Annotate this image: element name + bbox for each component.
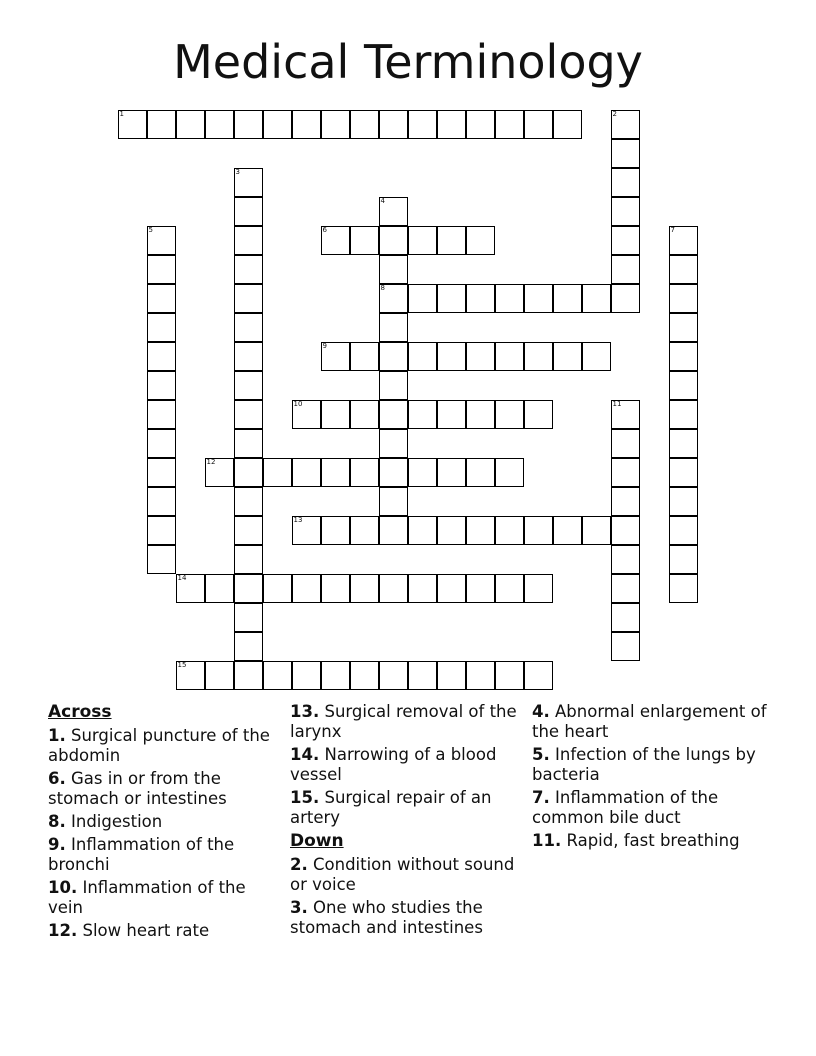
clue-text: Surgical repair of an artery: [290, 788, 492, 827]
grid-cell[interactable]: [234, 661, 263, 690]
clue-text: Inflammation of the vein: [48, 878, 246, 917]
grid-cell[interactable]: [147, 429, 176, 458]
grid-cell[interactable]: [350, 458, 379, 487]
grid-cell[interactable]: [176, 110, 205, 139]
grid-cell[interactable]: [263, 661, 292, 690]
grid-cell[interactable]: [495, 284, 524, 313]
grid-cell[interactable]: [524, 342, 553, 371]
clues-column-3: [532, 702, 772, 854]
grid-cell[interactable]: [147, 516, 176, 545]
grid-cell[interactable]: [234, 226, 263, 255]
down-heading: Down: [290, 831, 344, 851]
grid-cell[interactable]: [524, 400, 553, 429]
clue-across-10: [48, 878, 284, 918]
grid-cell[interactable]: [234, 110, 263, 139]
clue-number: 11.: [532, 831, 562, 850]
grid-cell[interactable]: [611, 429, 640, 458]
grid-cell[interactable]: [553, 342, 582, 371]
clue-text: Surgical removal of the larynx: [290, 702, 517, 741]
cell-number: 7: [670, 226, 675, 234]
clue-across-1: [48, 726, 284, 766]
grid-cell[interactable]: [582, 342, 611, 371]
grid-cell[interactable]: [524, 516, 553, 545]
clues-column-1: [48, 702, 284, 944]
clues-column-2: [290, 702, 526, 941]
grid-cell[interactable]: [234, 632, 263, 661]
cell-number: 9: [322, 342, 327, 350]
clue-text: Narrowing of a blood vessel: [290, 745, 497, 784]
clue-across-6: [48, 769, 284, 809]
grid-cell[interactable]: [408, 400, 437, 429]
clue-text: Condition without sound or voice: [290, 855, 515, 894]
grid-cell[interactable]: [611, 110, 640, 139]
grid-cell[interactable]: [611, 574, 640, 603]
grid-cell[interactable]: [205, 574, 234, 603]
grid-cell[interactable]: [408, 110, 437, 139]
grid-cell[interactable]: [176, 661, 205, 690]
grid-cell[interactable]: [379, 197, 408, 226]
clue-down-5: [532, 745, 772, 785]
grid-cell[interactable]: [379, 342, 408, 371]
grid-cell[interactable]: [321, 110, 350, 139]
grid-cell[interactable]: [147, 400, 176, 429]
grid-cell[interactable]: [234, 516, 263, 545]
grid-cell[interactable]: [611, 458, 640, 487]
grid-cell[interactable]: [350, 342, 379, 371]
grid-cell[interactable]: [553, 110, 582, 139]
grid-cell[interactable]: [147, 371, 176, 400]
grid-cell[interactable]: [350, 574, 379, 603]
clue-text: Abnormal enlargement of the heart: [532, 702, 767, 741]
grid-cell[interactable]: [263, 574, 292, 603]
grid-cell[interactable]: [437, 458, 466, 487]
grid-cell[interactable]: [234, 603, 263, 632]
clue-number: 8.: [48, 812, 66, 831]
grid-cell[interactable]: [379, 516, 408, 545]
grid-cell[interactable]: [321, 574, 350, 603]
grid-cell[interactable]: [234, 255, 263, 284]
grid-cell[interactable]: [379, 226, 408, 255]
grid-cell[interactable]: [350, 110, 379, 139]
clue-text: Infection of the lungs by bacteria: [532, 745, 756, 784]
cell-number: 10: [293, 400, 303, 408]
grid-cell[interactable]: [466, 458, 495, 487]
grid-cell[interactable]: [524, 574, 553, 603]
grid-cell[interactable]: [611, 226, 640, 255]
grid-cell[interactable]: [524, 110, 553, 139]
clue-text: Slow heart rate: [82, 921, 210, 940]
grid-cell[interactable]: [379, 429, 408, 458]
clue-number: 10.: [48, 878, 78, 897]
grid-cell[interactable]: [408, 342, 437, 371]
grid-cell[interactable]: [205, 458, 234, 487]
grid-cell[interactable]: [321, 516, 350, 545]
grid-cell[interactable]: [292, 110, 321, 139]
grid-cell[interactable]: [234, 487, 263, 516]
cell-number: 1: [119, 110, 124, 118]
grid-cell[interactable]: [611, 284, 640, 313]
clue-down-4: [532, 702, 772, 742]
grid-cell[interactable]: [350, 400, 379, 429]
grid-cell[interactable]: [495, 661, 524, 690]
clue-down-11: [532, 831, 772, 851]
grid-cell[interactable]: [611, 168, 640, 197]
grid-cell[interactable]: [350, 226, 379, 255]
grid-cell[interactable]: [408, 458, 437, 487]
clue-text: Inflammation of the common bile duct: [532, 788, 719, 827]
grid-cell[interactable]: [611, 632, 640, 661]
grid-cell[interactable]: [466, 661, 495, 690]
grid-cell[interactable]: [321, 458, 350, 487]
grid-cell[interactable]: [234, 342, 263, 371]
grid-cell[interactable]: [234, 284, 263, 313]
grid-cell[interactable]: [553, 284, 582, 313]
grid-cell[interactable]: [669, 545, 698, 574]
clue-number: 14.: [290, 745, 320, 764]
grid-cell[interactable]: [147, 226, 176, 255]
cell-number: 8: [380, 284, 385, 292]
clue-number: 1.: [48, 726, 66, 745]
clue-across-8: [48, 812, 284, 832]
grid-cell[interactable]: [379, 284, 408, 313]
grid-cell[interactable]: [669, 313, 698, 342]
cell-number: 15: [177, 661, 187, 669]
clue-number: 6.: [48, 769, 66, 788]
cell-number: 14: [177, 574, 187, 582]
grid-cell[interactable]: [147, 458, 176, 487]
grid-cell[interactable]: [495, 458, 524, 487]
clue-text: Indigestion: [71, 812, 163, 831]
clue-text: Inflammation of the bronchi: [48, 835, 235, 874]
grid-cell[interactable]: [234, 371, 263, 400]
grid-cell[interactable]: [176, 574, 205, 603]
grid-cell[interactable]: [292, 574, 321, 603]
grid-cell[interactable]: [350, 516, 379, 545]
cell-number: 3: [235, 168, 240, 176]
clue-across-9: [48, 835, 284, 875]
grid-cell[interactable]: [437, 574, 466, 603]
grid-cell[interactable]: [466, 342, 495, 371]
cell-number: 12: [206, 458, 216, 466]
grid-cell[interactable]: [466, 226, 495, 255]
grid-cell[interactable]: [234, 545, 263, 574]
grid-cell[interactable]: [495, 516, 524, 545]
grid-cell[interactable]: [292, 661, 321, 690]
grid-cell[interactable]: [379, 400, 408, 429]
puzzle-title: Medical Terminology: [173, 35, 643, 89]
grid-cell[interactable]: [379, 255, 408, 284]
grid-cell[interactable]: [669, 516, 698, 545]
grid-cell[interactable]: [263, 458, 292, 487]
grid-cell[interactable]: [611, 545, 640, 574]
grid-cell[interactable]: [379, 313, 408, 342]
grid-cell[interactable]: [408, 574, 437, 603]
grid-cell[interactable]: [118, 110, 147, 139]
grid-cell[interactable]: [437, 284, 466, 313]
grid-cell[interactable]: [234, 197, 263, 226]
grid-cell[interactable]: [524, 284, 553, 313]
clue-number: 5.: [532, 745, 550, 764]
grid-cell[interactable]: [611, 139, 640, 168]
cell-number: 11: [612, 400, 622, 408]
grid-cell[interactable]: [147, 313, 176, 342]
clue-text: Rapid, fast breathing: [566, 831, 740, 850]
grid-cell[interactable]: [321, 342, 350, 371]
cell-number: 2: [612, 110, 617, 118]
grid-cell[interactable]: [147, 342, 176, 371]
grid-cell[interactable]: [466, 516, 495, 545]
grid-cell[interactable]: [350, 661, 379, 690]
grid-cell[interactable]: [524, 661, 553, 690]
grid-cell[interactable]: [234, 168, 263, 197]
grid-cell[interactable]: [611, 197, 640, 226]
grid-cell[interactable]: [408, 516, 437, 545]
grid-cell[interactable]: [553, 516, 582, 545]
grid-cell[interactable]: [611, 255, 640, 284]
clue-number: 12.: [48, 921, 78, 940]
grid-cell[interactable]: [611, 400, 640, 429]
clue-down-3: [290, 898, 526, 938]
grid-cell[interactable]: [234, 313, 263, 342]
cell-number: 4: [380, 197, 385, 205]
grid-cell[interactable]: [669, 574, 698, 603]
grid-cell[interactable]: [263, 110, 292, 139]
grid-cell[interactable]: [466, 284, 495, 313]
grid-cell[interactable]: [379, 574, 408, 603]
clue-number: 7.: [532, 788, 550, 807]
grid-cell[interactable]: [379, 371, 408, 400]
grid-cell[interactable]: [669, 487, 698, 516]
grid-cell[interactable]: [292, 458, 321, 487]
grid-cell[interactable]: [408, 226, 437, 255]
grid-cell[interactable]: [205, 661, 234, 690]
grid-cell[interactable]: [147, 255, 176, 284]
across-heading: Across: [48, 702, 112, 722]
grid-cell[interactable]: [669, 400, 698, 429]
grid-cell[interactable]: [495, 400, 524, 429]
grid-cell[interactable]: [379, 458, 408, 487]
grid-cell[interactable]: [669, 284, 698, 313]
cell-number: 13: [293, 516, 303, 524]
grid-cell[interactable]: [292, 516, 321, 545]
grid-cell[interactable]: [147, 545, 176, 574]
clue-text: Gas in or from the stomach or intestines: [48, 769, 227, 808]
clue-down-2: [290, 855, 526, 895]
grid-cell[interactable]: [379, 110, 408, 139]
grid-cell[interactable]: [292, 400, 321, 429]
grid-cell[interactable]: [495, 574, 524, 603]
grid-cell[interactable]: [147, 487, 176, 516]
clue-number: 2.: [290, 855, 308, 874]
grid-cell[interactable]: [147, 110, 176, 139]
grid-cell[interactable]: [669, 226, 698, 255]
grid-cell[interactable]: [611, 487, 640, 516]
clue-text: Surgical puncture of the abdomin: [48, 726, 270, 765]
grid-cell[interactable]: [321, 661, 350, 690]
grid-cell[interactable]: [321, 226, 350, 255]
clue-across-15: [290, 788, 526, 828]
clue-across-12: [48, 921, 284, 941]
grid-cell[interactable]: [379, 661, 408, 690]
grid-cell[interactable]: [669, 342, 698, 371]
grid-cell[interactable]: [437, 661, 466, 690]
grid-cell[interactable]: [611, 603, 640, 632]
grid-cell[interactable]: [466, 110, 495, 139]
grid-cell[interactable]: [466, 574, 495, 603]
grid-cell[interactable]: [234, 458, 263, 487]
grid-cell[interactable]: [408, 284, 437, 313]
clue-down-7: [532, 788, 772, 828]
clue-number: 3.: [290, 898, 308, 917]
grid-cell[interactable]: [437, 400, 466, 429]
grid-cell[interactable]: [669, 429, 698, 458]
grid-cell[interactable]: [234, 429, 263, 458]
grid-cell[interactable]: [669, 255, 698, 284]
grid-cell[interactable]: [408, 661, 437, 690]
grid-cell[interactable]: [495, 110, 524, 139]
clue-number: 15.: [290, 788, 320, 807]
clue-number: 13.: [290, 702, 320, 721]
clue-across-14: [290, 745, 526, 785]
grid-cell[interactable]: [466, 400, 495, 429]
grid-cell[interactable]: [321, 400, 350, 429]
grid-cell[interactable]: [437, 110, 466, 139]
grid-cell[interactable]: [669, 371, 698, 400]
grid-cell[interactable]: [582, 284, 611, 313]
clue-number: 4.: [532, 702, 550, 721]
grid-cell[interactable]: [147, 284, 176, 313]
grid-cell[interactable]: [437, 226, 466, 255]
grid-cell[interactable]: [495, 342, 524, 371]
grid-cell[interactable]: [234, 400, 263, 429]
grid-cell[interactable]: [582, 516, 611, 545]
grid-cell[interactable]: [205, 110, 234, 139]
grid-cell[interactable]: [437, 342, 466, 371]
clue-across-13: [290, 702, 526, 742]
grid-cell[interactable]: [234, 574, 263, 603]
grid-cell[interactable]: [669, 458, 698, 487]
grid-cell[interactable]: [379, 487, 408, 516]
grid-cell[interactable]: [437, 516, 466, 545]
clue-text: One who studies the stomach and intestines: [290, 898, 483, 937]
cell-number: 6: [322, 226, 327, 234]
clue-number: 9.: [48, 835, 66, 854]
cell-number: 5: [148, 226, 153, 234]
grid-cell[interactable]: [611, 516, 640, 545]
